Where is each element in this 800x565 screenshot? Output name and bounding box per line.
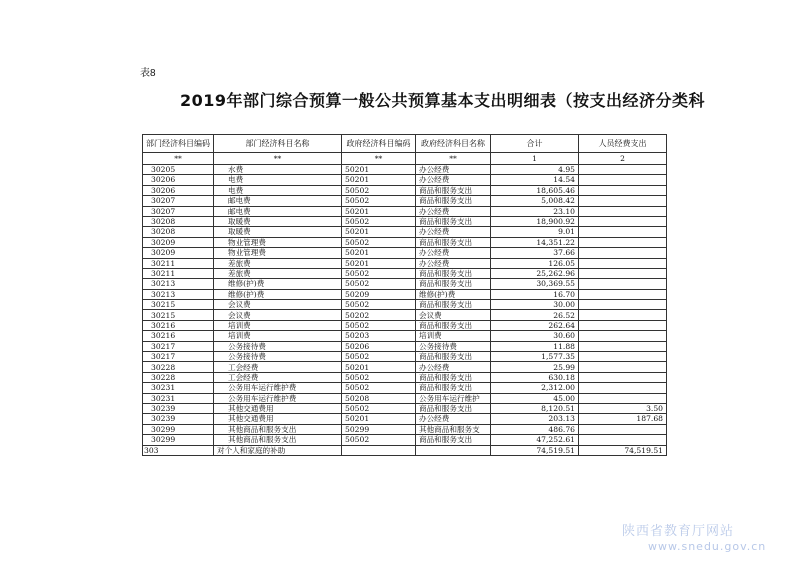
personnel-cell <box>579 237 667 247</box>
personnel-cell <box>579 289 667 299</box>
personnel-cell <box>579 258 667 268</box>
table-row <box>143 279 667 289</box>
total-cell: 14,351.22 <box>491 237 579 247</box>
total-cell: 23.10 <box>491 206 579 216</box>
gov-code-cell: 50299 <box>342 424 416 434</box>
personnel-cell <box>579 424 667 434</box>
gov-code-cell: 50201 <box>342 362 416 372</box>
econ-name-cell: 培训费 <box>214 320 342 330</box>
total-cell: 14.54 <box>491 175 579 185</box>
gov-name-cell: 商品和服务支出 <box>416 196 491 206</box>
total-cell: 126.05 <box>491 258 579 268</box>
table-row <box>143 227 667 237</box>
econ-code-cell: 30211 <box>143 268 214 278</box>
table-row <box>143 237 667 247</box>
econ-name-cell: 维修(护)费 <box>214 279 342 289</box>
table-row <box>143 341 667 351</box>
econ-code-cell: 30211 <box>143 258 214 268</box>
econ-code-cell: 30231 <box>143 383 214 393</box>
gov-code-cell: 50201 <box>342 248 416 258</box>
table-row <box>143 435 667 445</box>
gov-code-cell: 50502 <box>342 352 416 362</box>
econ-name-cell: 物业管理费 <box>214 237 342 247</box>
gov-code-cell: 50209 <box>342 289 416 299</box>
econ-code-cell: 30215 <box>143 300 214 310</box>
table-row <box>143 362 667 372</box>
personnel-cell <box>579 196 667 206</box>
gov-name-cell: 商品和服务支出 <box>416 237 491 247</box>
gov-code-cell: 50502 <box>342 196 416 206</box>
econ-name-cell: 公务用车运行维护费 <box>214 393 342 403</box>
table-row <box>143 403 667 413</box>
marker-cell: ** <box>342 153 416 165</box>
gov-code-cell: 50206 <box>342 341 416 351</box>
gov-name-cell: 会议费 <box>416 310 491 320</box>
econ-name-cell: 邮电费 <box>214 196 342 206</box>
gov-name-cell: 商品和服务支出 <box>416 383 491 393</box>
gov-name-cell: 办公经费 <box>416 206 491 216</box>
gov-code-cell: 50203 <box>342 331 416 341</box>
econ-code-cell: 30239 <box>143 403 214 413</box>
personnel-cell <box>579 310 667 320</box>
econ-name-cell: 其他商品和服务支出 <box>214 435 342 445</box>
header-row <box>143 135 667 153</box>
gov-name-cell: 商品和服务支出 <box>416 216 491 226</box>
econ-name-cell: 工会经费 <box>214 362 342 372</box>
gov-name-cell: 办公经费 <box>416 165 491 175</box>
table-row <box>143 331 667 341</box>
total-cell: 1,577.35 <box>491 352 579 362</box>
total-cell: 26.52 <box>491 310 579 320</box>
gov-code-cell: 50208 <box>342 393 416 403</box>
econ-name-cell: 物业管理费 <box>214 248 342 258</box>
gov-code-cell: 50502 <box>342 320 416 330</box>
gov-name-cell: 商品和服务支出 <box>416 279 491 289</box>
gov-name-cell <box>416 445 491 455</box>
gov-code-cell: 50502 <box>342 383 416 393</box>
personnel-cell <box>579 216 667 226</box>
econ-code-cell: 30239 <box>143 414 214 424</box>
table-row <box>143 424 667 434</box>
site-watermark-url: www.snedu.gov.cn <box>648 540 767 553</box>
gov-code-cell: 50502 <box>342 216 416 226</box>
total-cell: 2,312.00 <box>491 383 579 393</box>
total-cell: 37.66 <box>491 248 579 258</box>
gov-name-cell: 其他商品和服务支 <box>416 424 491 434</box>
gov-code-cell: 50502 <box>342 403 416 413</box>
total-cell: 47,252.61 <box>491 435 579 445</box>
total-cell: 4.95 <box>491 165 579 175</box>
personnel-cell <box>579 393 667 403</box>
econ-name-cell: 工会经费 <box>214 372 342 382</box>
gov-name-cell: 培训费 <box>416 331 491 341</box>
table-row <box>143 216 667 226</box>
table-row <box>143 383 667 393</box>
column-header: 政府经济科目名称 <box>416 135 491 153</box>
table-row <box>143 352 667 362</box>
econ-name-cell: 培训费 <box>214 331 342 341</box>
econ-name-cell: 公务用车运行维护费 <box>214 383 342 393</box>
econ-code-cell: 30228 <box>143 372 214 382</box>
table-row <box>143 320 667 330</box>
personnel-cell: 3.50 <box>579 403 667 413</box>
econ-code-cell: 30208 <box>143 227 214 237</box>
table-row <box>143 206 667 216</box>
table-row <box>143 165 667 175</box>
econ-name-cell: 公务接待费 <box>214 352 342 362</box>
gov-name-cell: 商品和服务支出 <box>416 300 491 310</box>
table-row <box>143 300 667 310</box>
table-number: 表8 <box>140 68 156 79</box>
table-row <box>143 248 667 258</box>
econ-code-cell: 30228 <box>143 362 214 372</box>
gov-code-cell <box>342 445 416 455</box>
total-cell: 25,262.96 <box>491 268 579 278</box>
econ-code-cell: 30207 <box>143 206 214 216</box>
econ-name-cell: 其他商品和服务支出 <box>214 424 342 434</box>
econ-name-cell: 其他交通费用 <box>214 403 342 413</box>
total-cell: 30,369.55 <box>491 279 579 289</box>
site-watermark: 陕西省教育厅网站 <box>622 524 735 539</box>
econ-name-cell: 差旅费 <box>214 258 342 268</box>
column-header: 人员经费支出 <box>579 135 667 153</box>
budget-table <box>142 134 667 456</box>
econ-name-cell: 邮电费 <box>214 206 342 216</box>
gov-name-cell: 商品和服务支出 <box>416 268 491 278</box>
column-header: 部门经济科目编码 <box>143 135 214 153</box>
econ-name-cell: 对个人和家庭的补助 <box>214 445 342 455</box>
gov-code-cell: 50502 <box>342 435 416 445</box>
table-row <box>143 372 667 382</box>
total-cell: 262.64 <box>491 320 579 330</box>
gov-code-cell: 50201 <box>342 175 416 185</box>
total-cell: 16.70 <box>491 289 579 299</box>
econ-code-cell: 30205 <box>143 165 214 175</box>
total-cell: 30.00 <box>491 300 579 310</box>
econ-code-cell: 30209 <box>143 237 214 247</box>
personnel-cell <box>579 165 667 175</box>
table-row <box>143 310 667 320</box>
gov-name-cell: 商品和服务支出 <box>416 372 491 382</box>
table-row <box>143 289 667 299</box>
econ-code-cell: 30206 <box>143 185 214 195</box>
personnel-cell: 74,519.51 <box>579 445 667 455</box>
table-row <box>143 393 667 403</box>
econ-code-cell: 30208 <box>143 216 214 226</box>
personnel-cell <box>579 372 667 382</box>
econ-name-cell: 会议费 <box>214 300 342 310</box>
econ-code-cell: 30217 <box>143 341 214 351</box>
total-cell: 25.99 <box>491 362 579 372</box>
econ-code-cell: 30206 <box>143 175 214 185</box>
gov-name-cell: 公务接待费 <box>416 341 491 351</box>
personnel-cell <box>579 206 667 216</box>
personnel-cell <box>579 268 667 278</box>
econ-code-cell: 30216 <box>143 320 214 330</box>
gov-name-cell: 公务用车运行维护 <box>416 393 491 403</box>
total-cell: 203.13 <box>491 414 579 424</box>
gov-name-cell: 商品和服务支出 <box>416 352 491 362</box>
econ-name-cell: 其他交通费用 <box>214 414 342 424</box>
econ-name-cell: 电费 <box>214 185 342 195</box>
gov-name-cell: 商品和服务支出 <box>416 435 491 445</box>
gov-code-cell: 50201 <box>342 258 416 268</box>
econ-name-cell: 取暖费 <box>214 216 342 226</box>
gov-name-cell: 办公经费 <box>416 362 491 372</box>
gov-code-cell: 50502 <box>342 268 416 278</box>
marker-cell: ** <box>143 153 214 165</box>
gov-code-cell: 50502 <box>342 372 416 382</box>
total-cell: 11.88 <box>491 341 579 351</box>
total-cell: 5,008.42 <box>491 196 579 206</box>
gov-name-cell: 维修(护)费 <box>416 289 491 299</box>
gov-name-cell: 办公经费 <box>416 248 491 258</box>
personnel-cell <box>579 341 667 351</box>
gov-name-cell: 办公经费 <box>416 175 491 185</box>
total-cell: 74,519.51 <box>491 445 579 455</box>
table-row <box>143 268 667 278</box>
gov-code-cell: 50201 <box>342 165 416 175</box>
econ-name-cell: 差旅费 <box>214 268 342 278</box>
column-header: 部门经济科目名称 <box>214 135 342 153</box>
page-title: 2019年部门综合预算一般公共预算基本支出明细表（按支出经济分类科 <box>180 91 706 110</box>
personnel-cell <box>579 175 667 185</box>
personnel-cell <box>579 279 667 289</box>
table-row <box>143 196 667 206</box>
gov-name-cell: 商品和服务支出 <box>416 185 491 195</box>
gov-code-cell: 50202 <box>342 310 416 320</box>
econ-name-cell: 电费 <box>214 175 342 185</box>
total-cell: 18,605.46 <box>491 185 579 195</box>
personnel-cell <box>579 227 667 237</box>
personnel-cell <box>579 435 667 445</box>
table-row <box>143 175 667 185</box>
personnel-cell <box>579 300 667 310</box>
gov-name-cell: 商品和服务支出 <box>416 403 491 413</box>
econ-code-cell: 30231 <box>143 393 214 403</box>
gov-name-cell: 办公经费 <box>416 227 491 237</box>
econ-code-cell: 303 <box>143 445 214 455</box>
marker-row <box>143 153 667 165</box>
econ-name-cell: 会议费 <box>214 310 342 320</box>
econ-code-cell: 30299 <box>143 424 214 434</box>
personnel-cell <box>579 185 667 195</box>
marker-cell: ** <box>416 153 491 165</box>
gov-name-cell: 办公经费 <box>416 414 491 424</box>
column-header: 合计 <box>491 135 579 153</box>
personnel-cell <box>579 383 667 393</box>
total-cell: 45.00 <box>491 393 579 403</box>
econ-name-cell: 水费 <box>214 165 342 175</box>
total-cell: 486.76 <box>491 424 579 434</box>
gov-name-cell: 商品和服务支出 <box>416 320 491 330</box>
econ-code-cell: 30217 <box>143 352 214 362</box>
econ-code-cell: 30213 <box>143 279 214 289</box>
gov-code-cell: 50502 <box>342 279 416 289</box>
gov-code-cell: 50201 <box>342 414 416 424</box>
table-row <box>143 258 667 268</box>
personnel-cell <box>579 248 667 258</box>
econ-code-cell: 30216 <box>143 331 214 341</box>
gov-code-cell: 50502 <box>342 237 416 247</box>
econ-name-cell: 维修(护)费 <box>214 289 342 299</box>
personnel-cell <box>579 331 667 341</box>
econ-code-cell: 30215 <box>143 310 214 320</box>
gov-code-cell: 50502 <box>342 185 416 195</box>
gov-code-cell: 50502 <box>342 300 416 310</box>
total-cell: 9.01 <box>491 227 579 237</box>
total-cell: 18,900.92 <box>491 216 579 226</box>
marker-cell: 2 <box>579 153 667 165</box>
table-row <box>143 185 667 195</box>
table-row-total <box>143 445 667 455</box>
econ-name-cell: 取暖费 <box>214 227 342 237</box>
econ-code-cell: 30207 <box>143 196 214 206</box>
econ-code-cell: 30209 <box>143 248 214 258</box>
marker-cell: ** <box>214 153 342 165</box>
table-row <box>143 414 667 424</box>
personnel-cell <box>579 320 667 330</box>
econ-code-cell: 30213 <box>143 289 214 299</box>
econ-name-cell: 公务接待费 <box>214 341 342 351</box>
column-header: 政府经济科目编码 <box>342 135 416 153</box>
econ-code-cell: 30299 <box>143 435 214 445</box>
personnel-cell <box>579 352 667 362</box>
total-cell: 8,120.51 <box>491 403 579 413</box>
gov-code-cell: 50201 <box>342 227 416 237</box>
personnel-cell <box>579 362 667 372</box>
marker-cell: 1 <box>491 153 579 165</box>
total-cell: 630.18 <box>491 372 579 382</box>
total-cell: 30.60 <box>491 331 579 341</box>
personnel-cell: 187.68 <box>579 414 667 424</box>
gov-name-cell: 办公经费 <box>416 258 491 268</box>
gov-code-cell: 50201 <box>342 206 416 216</box>
